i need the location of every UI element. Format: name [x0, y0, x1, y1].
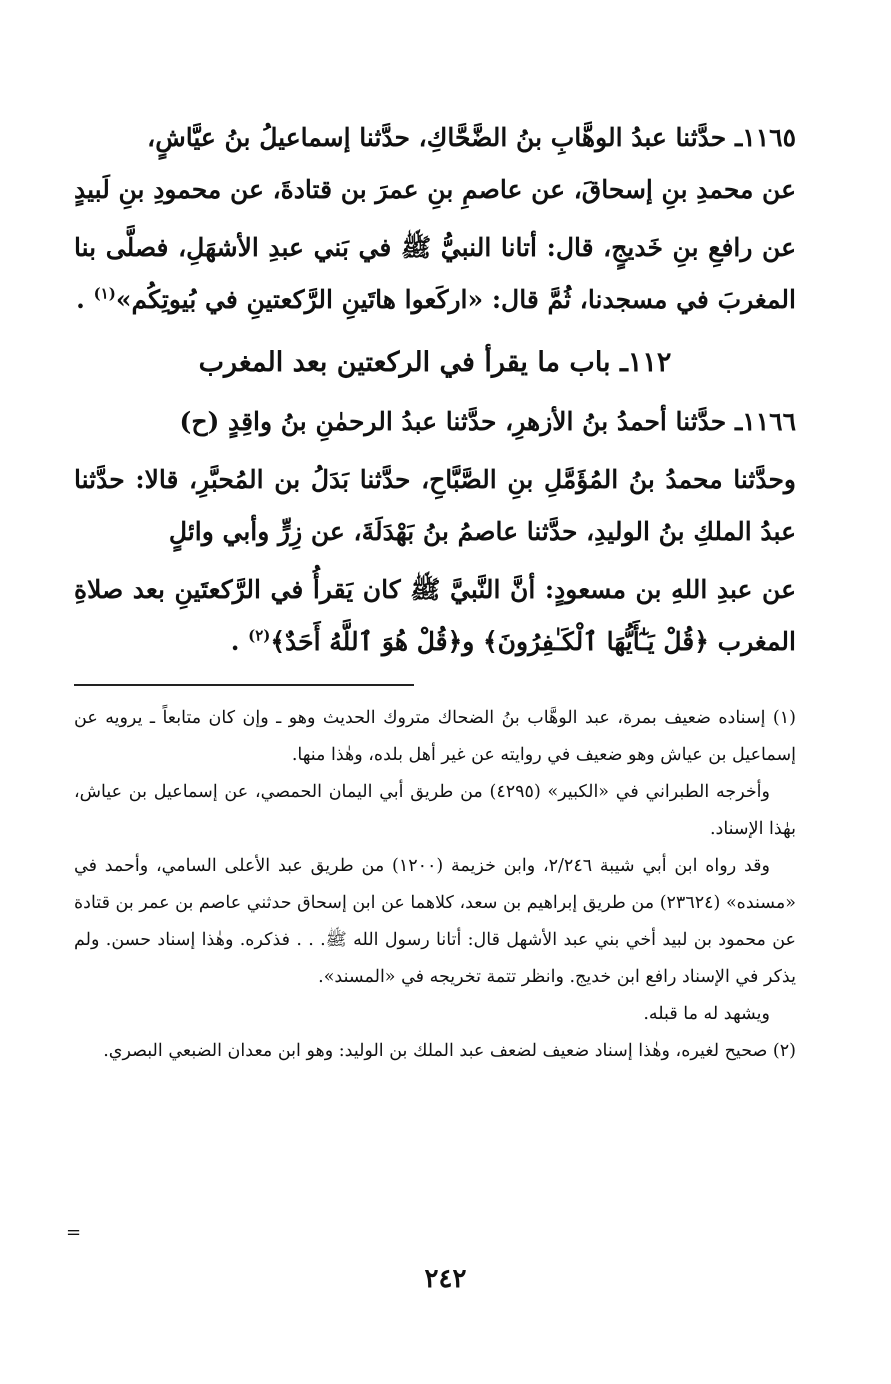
footnote-divider	[74, 684, 414, 686]
footnote-1-witness: ويشهد له ما قبله.	[643, 1004, 770, 1024]
continuation-mark: =	[66, 1222, 82, 1243]
footnote-1-tabarani: وأخرجه الطبراني في «الكبير» (٤٢٩٥) من طريق أبي اليمان الحمصي، عن إسماعيل بن عياش، بهٰذا الإسناد.	[74, 782, 796, 839]
footnote-2: (٢) صحيح لغيره، وهٰذا إسناد ضعيف لضعف عبد الملك بن الوليد: وهو ابن معدان الضبعي البصري.	[103, 1041, 796, 1061]
footnote-1: (١) إسناده ضعيف بمرة، عبد الوهَّاب بنُ الضحاك متروك الحديث وهو ـ وإن كان متابعاً ـ يرويه عن إسماعيل بن عياش وهو ضعيف في روايته عن غير أهل بلده، وهٰذا منها.	[74, 708, 796, 765]
hadith-1166-isnad: وحدَّثنا محمدُ بنُ المُؤَمَّلِ بنِ الصَّبَّاحِ، حدَّثنا بَدَلُ بن المُحبَّرِ، قالا: حدَّثنا عبدُ الملكِ بنُ الوليدِ، حدَّثنا عاصمُ بنُ بَهْدَلَةَ، عن زِرٍّ وأبي وائلٍ	[74, 465, 796, 546]
page-number: ٢٤٢	[424, 1264, 467, 1294]
page-body	[74, 112, 796, 1070]
hadith-1165-isnad-line-2: عن محمدِ بنِ إسحاقَ، عن عاصمِ بنِ عمرَ بن قتادةَ، عن محمودِ بنِ لَبيدٍ	[74, 175, 796, 204]
hadith-1166-matn	[74, 564, 796, 668]
footnote-ref-2: (٢)	[248, 626, 271, 645]
footnote-ref-1: (١)	[93, 284, 116, 303]
footnote-1-sources: وقد رواه ابن أبي شيبة ٢/٢٤٦، وابن خزيمة (١٢٠٠) من طريق عبد الأعلى السامي، وأحمد في «مسنده» (٢٣٦٢٤) من طريق إبراهيم بن سعد، كلاهما عن ابن إسحاق حدثني عاصم بن عمر بن قتادة عن محمود بن لبيد أخي بني عبد الأشهل قال: أتانا رسول الله ﷺ. . . فذكره. وهٰذا إسناد حسن. ولم يذكر في الإسناد رافع ابن خديج. وانظر تتمة تخريجه في «المسند».	[74, 856, 796, 987]
hadith-1166-end: .	[230, 627, 249, 656]
hadith-1166-matn-text: عن عبدِ اللهِ بن مسعودٍ: أنَّ النَّبيَّ ﷺ كان يَقرأُ في الرَّكعتَينِ بعد صلاةِ المغرب ﴿قُلْ يَـٰٓأَيُّهَا ٱلْكَـٰفِرُونَ﴾ و﴿قُلْ هُوَ ٱللَّهُ أَحَدٌ﴾	[74, 575, 796, 656]
chapter-heading: ١١٢ـ باب ما يقرأ في الركعتين بعد المغرب	[198, 347, 672, 378]
hadith-1166-isnad-line-1: ١١٦٦ـ حدَّثنا أحمدُ بنُ الأزهرِ، حدَّثنا عبدُ الرحمٰنِ بنُ واقِدٍ (ح)	[179, 407, 796, 436]
hadith-1165-matn	[74, 222, 796, 326]
hadith-1165-end: .	[76, 285, 94, 314]
hadith-1165-matn-text: عن رافعِ بنِ خَديجٍ، قال: أتانا النبيُّ ﷺ في بَني عبدِ الأشهَلِ، فصلَّى بنا المغربَ في مسجدنا، ثُمَّ قال: «اركَعوا هاتَينِ الرَّكعتينِ في بُيوتِكُم»	[74, 233, 796, 314]
hadith-1165-isnad-line-1: ١١٦٥ـ حدَّثنا عبدُ الوهَّابِ بنُ الضَّحَّاكِ، حدَّثنا إسماعيلُ بنُ عيَّاشٍ،	[147, 123, 796, 152]
